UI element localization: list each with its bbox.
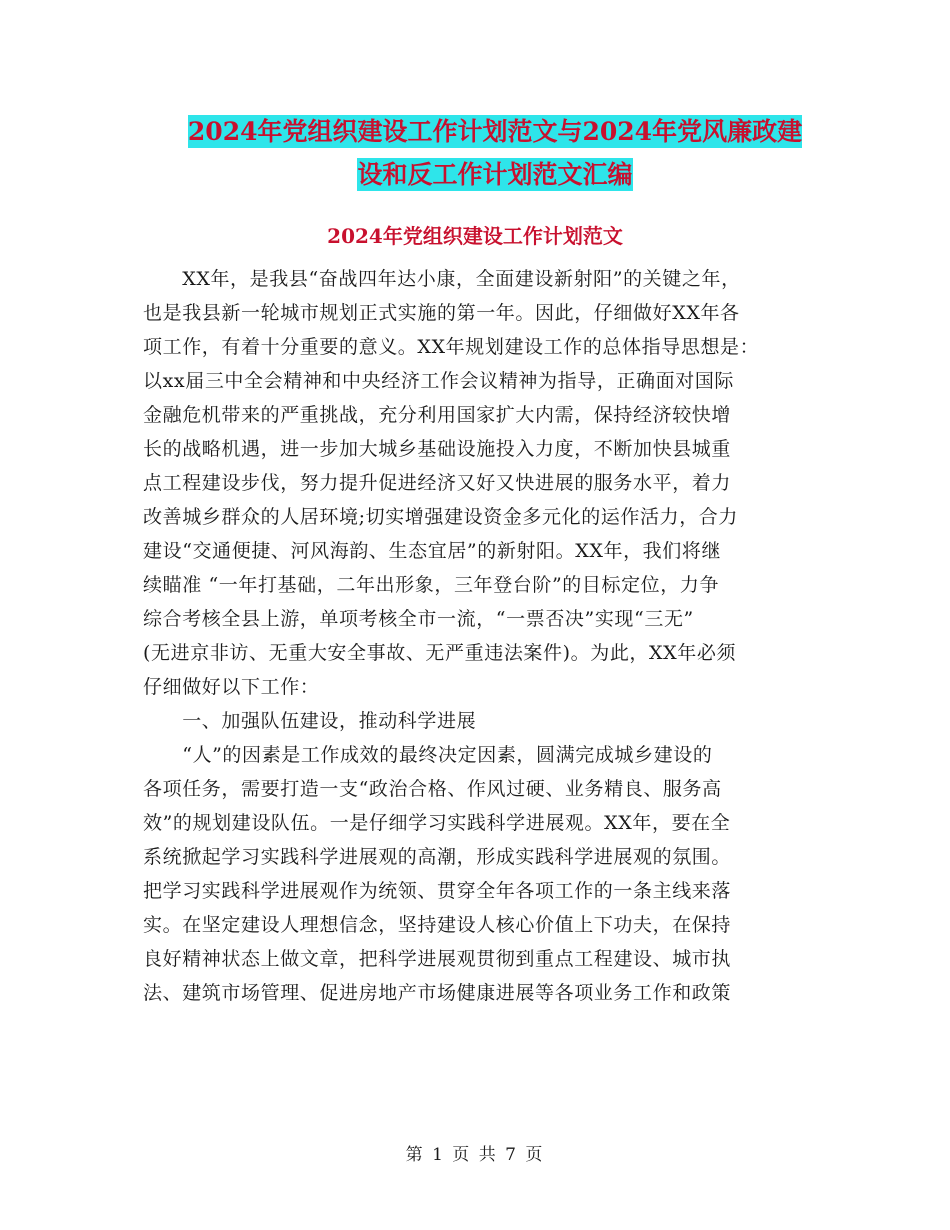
title-highlight: 设和反工作计划范文汇编	[357, 160, 633, 189]
text-line: XX年，是我县“奋战四年达小康，全面建设新射阳”的关键之年，	[143, 268, 741, 290]
text-line: “人”的因素是工作成效的最终决定因素，圆满完成城乡建设的	[143, 744, 713, 766]
text-line: 项工作，有着十分重要的意义。XX年规划建设工作的总体指导思想是：	[143, 336, 760, 358]
text-line: 续瞄准 “一年打基础，二年出形象，三年登台阶”的目标定位，力争	[143, 574, 720, 596]
text-line: 实。在坚定建设人理想信念，坚持建设人核心价值上下功夫，在保持	[143, 914, 732, 936]
text-line: 改善城乡群众的人居环境;切实增强建设资金多元化的运作活力，合力	[143, 506, 739, 528]
text-line: (无进京非访、无重大安全事故、无严重违法案件)。为此，XX年必须	[143, 642, 737, 664]
text-line: 各项任务，需要打造一支“政治合格、作风过硬、业务精良、服务高	[143, 778, 722, 800]
page-number: 第 1 页 共 7 页	[405, 1145, 545, 1165]
document-title-line-2	[100, 153, 890, 197]
text-line: 点工程建设步伐，努力提升促进经济又好又快进展的服务水平，着力	[143, 472, 732, 494]
text-line: 仔细做好以下工作：	[143, 676, 320, 698]
text-line: 建设“交通便捷、河风海韵、生态宜居”的新射阳。XX年，我们将继	[143, 540, 722, 562]
text-line: 以xx届三中全会精神和中央经济工作会议精神为指导，正确面对国际	[143, 370, 735, 392]
section-heading: 一、加强队伍建设，推动科学进展	[143, 710, 477, 732]
text-line: 金融危机带来的严重挑战，充分利用国家扩大内需，保持经济较快增	[143, 404, 732, 426]
text-line: 长的战略机遇，进一步加大城乡基础设施投入力度，不断加快县城重	[143, 438, 732, 460]
text-line: 把学习实践科学进展观作为统领、贯穿全年各项工作的一条主线来落	[143, 880, 732, 902]
text-line: 效”的规划建设队伍。一是仔细学习实践科学进展观。XX年，要在全	[143, 812, 731, 834]
text-line: 良好精神状态上做文章，把科学进展观贯彻到重点工程建设、城市执	[143, 948, 732, 970]
text-line: 综合考核全县上游，单项考核全市一流，“一票否决”实现“三无”	[143, 608, 694, 630]
section-title: 2024年党组织建设工作计划范文	[327, 224, 623, 248]
document-title-line-1	[100, 110, 890, 154]
text-line: 法、建筑市场管理、促进房地产市场健康进展等各项业务工作和政策	[143, 982, 732, 1004]
text-line: 也是我县新一轮城市规划正式实施的第一年。因此，仔细做好XX年各	[143, 302, 740, 324]
text-line: 系统掀起学习实践科学进展观的高潮，形成实践科学进展观的氛围。	[143, 846, 732, 868]
title-highlight: 2024年党组织建设工作计划范文与2024年党风廉政建	[187, 117, 803, 146]
